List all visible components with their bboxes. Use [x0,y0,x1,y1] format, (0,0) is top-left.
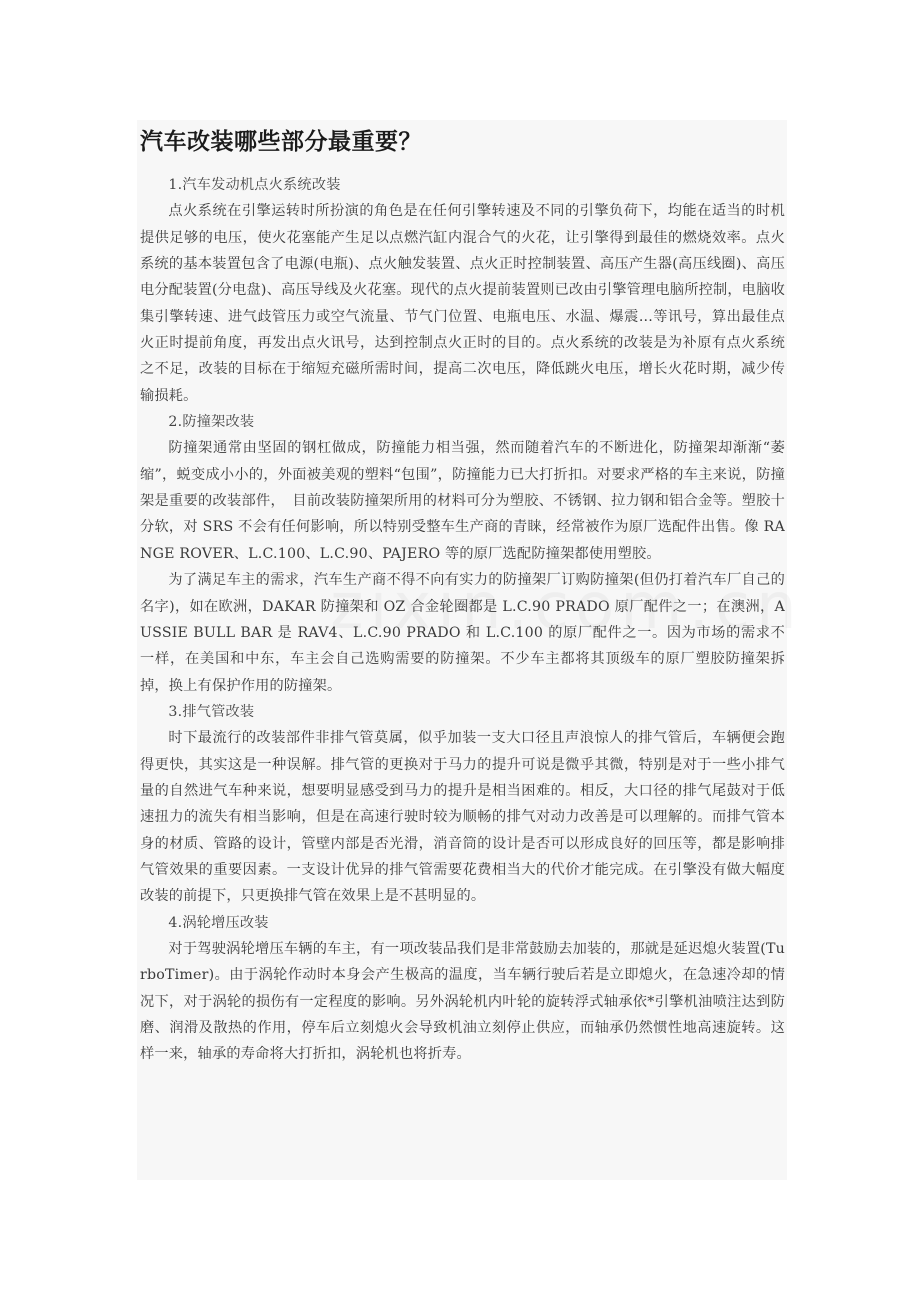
section-heading-bumper: 2.防撞架改装 [168,414,255,431]
section-heading-ignition: 1.汽车发动机点火系统改装 [168,177,341,193]
section-paragraph-ignition: 点火系统在引擎运转时所扮演的角色是在任何引擎转速及不同的引擎负荷下，均能在适当的时机提供足够的电压，使火花塞能产生足以点燃汽缸内混合气的火花，让引擎得到最佳的燃烧效率。点火系统的基本装置包含了电源(电瓶)、点火触发装置、点火正时控制装置、高压产生器(高压线圈)、高压电分配装置(分电盘)、高压导线及火花塞。现代的点火提前装置则已改由引擎管理电脑所控制，电脑收集引擎转速、进气歧管压力或空气流量、节气门位置、电瓶电压、水温、爆震...等讯号，算出最佳点火正时提前角度，再发出点火讯号，达到控制点火正时的目的。点火系统的改装是为补原有点火系统之不足，改装的目标在于缩短充磁所需时间，提高二次电压，降低跳火电压，增长火花时期，减少传输损耗。 [140,203,785,404]
section-heading-turbo: 4.涡轮增压改装 [168,914,269,931]
section-paragraph-bumper-2: 为了满足车主的需求，汽车生产商不得不向有实力的防撞架厂订购防撞架(但仍打着汽车厂自己的名字)，如在欧洲，DAKAR 防撞架和 OZ 合金轮圈都是 L.C.90 PRADO 原厂配件之一；在澳洲，AUSSIE BULL BAR 是 RAV4、L.C.90 PRADO 和 L.C.100 的原厂配件之一。因为市场的需求不一样，在美国和中东，车主会自己选购需要的防撞架。不少车主都将其顶级车的原厂塑胶防撞架拆掉，换上有保护作用的防撞架。 [140,572,785,694]
section-paragraph-bumper-1: 防撞架通常由坚固的钢杠做成，防撞能力相当强，然而随着汽车的不断进化，防撞架却渐渐“萎缩”，蜕变成小小的，外面被美观的塑料“包围”，防撞能力已大打折扣。对要求严格的车主来说，防撞架是重要的改装部件， 目前改装防撞架所用的材料可分为塑胶、不锈钢、拉力钢和铝合金等。塑胶十分软，对 SRS 不会有任何影响，所以特别受整车生产商的青睐，经常被作为原厂选配件出售。像 RANGE ROVER、L.C.100、L.C.90、PAJERO 等的原厂选配防撞架都使用塑胶。 [140,440,785,562]
section-paragraph-turbo: 对于驾驶涡轮增压车辆的车主，有一项改装品我们是非常鼓励去加装的，那就是延迟熄火装置(TurboTimer)。由于涡轮作动时本身会产生极高的温度，当车辆行驶后若是立即熄火，在急速冷却的情况下，对于涡轮的损伤有一定程度的影响。另外涡轮机内叶轮的旋转浮式轴承依*引擎机油喷注达到防磨、润滑及散热的作用，停车后立刻熄火会导致机油立刻停止供应，而轴承仍然惯性地高速旋转。这样一来，轴承的寿命将大打折扣，涡轮机也将折寿。 [140,940,785,1063]
section-heading-exhaust: 3.排气管改装 [168,703,255,720]
article-title: 汽车改装哪些部分最重要？ [140,129,422,155]
article-body [140,172,785,1068]
section-paragraph-exhaust: 时下最流行的改装部件非排气管莫属，似乎加装一支大口径且声浪惊人的排气管后，车辆便会跑得更快，其实这是一种误解。排气管的更换对于马力的提升可说是微乎其微，特别是对于一些小排气量的自然进气车种来说，想要明显感受到马力的提升是相当困难的。相反，大口径的排气尾鼓对于低速扭力的流失有相当影响，但是在高速行驶时较为顺畅的排气对动力改善是可以理解的。而排气管本身的材质、管路的设计，管壁内部是否光滑，消音筒的设计是否可以形成良好的回压等，都是影响排气管效果的重要因素。一支设计优异的排气管需要花费相当大的代价才能完成。在引擎没有做大幅度改装的前提下，只更换排气管在效果上是不甚明显的。 [140,730,785,905]
